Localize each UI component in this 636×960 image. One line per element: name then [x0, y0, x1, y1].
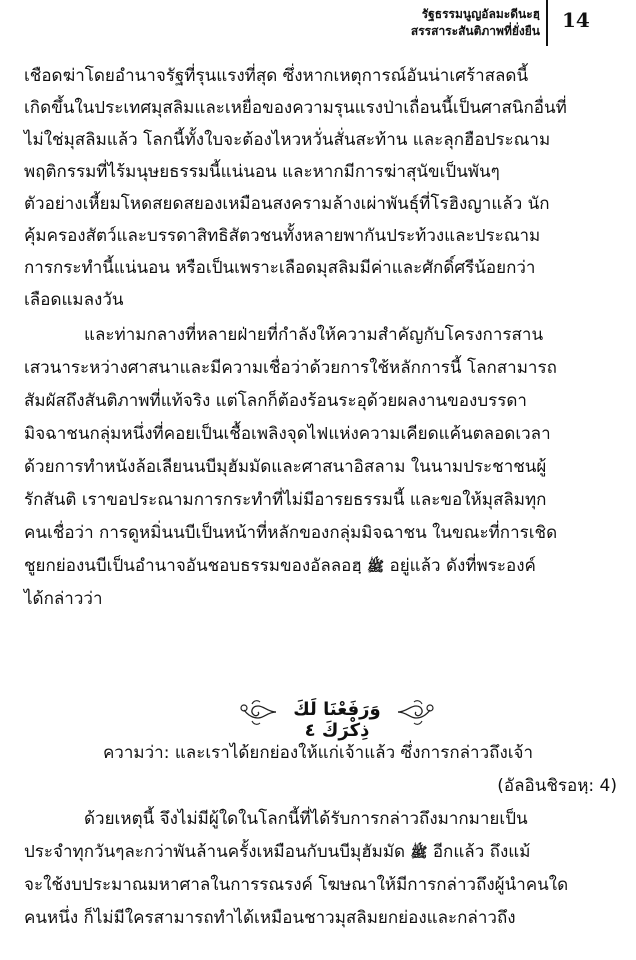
body-line: คุ้มครองสัตว์และบรรดาสิทธิสัตวชนทั้งหลายพากันประท้วงและประณาม — [24, 226, 541, 246]
body-line — [24, 841, 616, 864]
page-number: 14 — [562, 8, 590, 32]
running-title-line1: รัฐธรรมนูญอัลมะดีนะฮฺ — [421, 7, 540, 21]
body-text: อีกแล้ว ถึงแม้ — [432, 842, 531, 862]
body-line: ไม่ใช่มุสลิมแล้ว โลกนี้ทั้งใบจะต้องไหวหวั่นสั่นสะท้าน และลุกฮือประณาม — [24, 130, 551, 150]
body-line: เลือดแมลงวัน — [24, 290, 124, 310]
body-line: คนเชื่อว่า การดูหมิ่นนบีเป็นหน้าที่หลักของกลุ่มมิจฉาชน ในขณะที่การเชิด — [24, 523, 558, 543]
quran-arabic-text: وَرَفَعْنَا لَكَ ذِكْرَكَ ٤ — [293, 699, 381, 741]
body-line: เกิดขึ้นในประเทศมุสลิมและเหยื่อของความรุนแรงป่าเถื่อนนี้เป็นศาสนิกอื่นที่ — [24, 98, 567, 118]
body-line: ด้วยการทำหนังล้อเลียนนบีมุฮัมมัดและศาสนาอิสลาม ในนามประชาชนผู้ — [24, 457, 547, 477]
body-line: ได้กล่าวว่า — [24, 589, 103, 609]
body-line: คนหนึ่ง ก็ไม่มีใครสามารถทำได้เหมือนชาวมุสลิมยกย่องและกล่าวถึง — [24, 908, 516, 928]
body-text: ประจำทุกวันๆละกว่าพันล้านครั้งเหมือนกับนบีมุฮัมมัด — [24, 842, 406, 862]
quran-citation: (อัลอินชิรอหฺ: 4) — [497, 776, 617, 796]
body-line: เชือดฆ่าโดยอำนาจรัฐที่รุนแรงที่สุด ซึ่งหากเหตุการณ์อันน่าเศร้าสลดนี้ — [24, 66, 529, 86]
body-text: อยู่แล้ว ดังที่พระองค์ — [389, 556, 536, 576]
body-text: ชูยกย่องนบีเป็นอำนาจอันชอบธรรมของอัลลอฮฺ — [24, 556, 362, 576]
body-line: การกระทำนี้แน่นอน หรือเป็นเพราะเลือดมุสลิมมีค่าและศักดิ์ศรีน้อยกว่า — [24, 258, 536, 278]
quran-translation: ความว่า: และเราได้ยกย่องให้แก่เจ้าแล้ว ซึ่งการกล่าวถึงเจ้า — [102, 743, 534, 763]
body-line: ด้วยเหตุนี้ จึงไม่มีผู้ใดในโลกนี้ที่ได้รับการกล่าวถึงมากมายเป็น — [84, 809, 528, 829]
quran-verse-ornament — [238, 692, 436, 741]
salawat-glyph: ﷺ — [367, 559, 385, 575]
body-line — [24, 555, 616, 578]
body-line: ตัวอย่างเหี้ยมโหดสยดสยองเหมือนสงครามล้างเผ่าพันธุ์ที่โรฮิงญาแล้ว นัก — [24, 194, 550, 214]
flourish-right-icon — [396, 696, 436, 728]
running-title — [411, 6, 540, 40]
body-line: และท่ามกลางที่หลายฝ่ายที่กำลังให้ความสำคัญกับโครงการสาน — [84, 325, 544, 345]
running-title-line2: สรรสาระสันติภาพที่ยั่งยืน — [410, 24, 540, 38]
body-line: สัมผัสถึงสันติภาพที่แท้จริง แต่โลกก็ต้องร้อนระอุด้วยผลงานของบรรดา — [24, 391, 527, 411]
body-line: มิจฉาชนกลุ่มหนึ่งที่คอยเป็นเชื้อเพลิงจุดไฟแห่งความเคียดแค้นตลอดเวลา — [24, 424, 551, 444]
body-line: รักสันติ เราขอประณามการกระทำที่ไม่มีอารยธรรมนี้ และขอให้มุสลิมทุก — [24, 490, 547, 510]
page-header — [0, 0, 636, 52]
flourish-left-icon — [238, 696, 278, 728]
body-line: เสวนาระหว่างศาสนาและมีความเชื่อว่าด้วยการใช้หลักการนี้ โลกสามารถ — [24, 358, 557, 378]
salawat-glyph: ﷺ — [410, 845, 428, 861]
header-divider — [546, 0, 548, 46]
body-line: พฤติกรรมที่ไร้มนุษยธรรมนี้แน่นอน และหากมีการฆ่าสุนัขเป็นพันๆ — [24, 162, 500, 182]
body-line: จะใช้งบประมาณมหาศาลในการรณรงค์ โฆษณาให้มีการกล่าวถึงผู้นำคนใด — [24, 875, 569, 895]
